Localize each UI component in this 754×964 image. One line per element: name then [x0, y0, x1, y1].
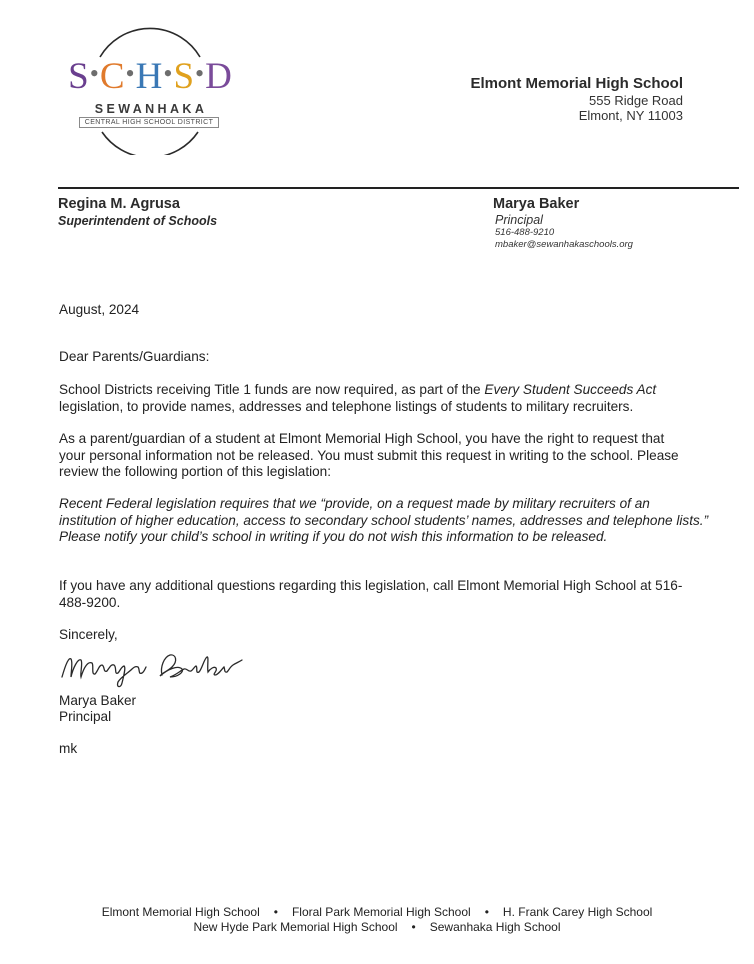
- footer-school-carey: H. Frank Carey High School: [502, 905, 653, 919]
- school-street: 555 Ridge Road: [589, 93, 683, 108]
- act-name: Every Student Succeeds Act: [484, 382, 657, 397]
- paragraph-rights: As a parent/guardian of a student at Elmont Memorial High School, you have the right to request that your personal information not be released. You must submit this request in writing to the school. Please review the following portion of this legislation:: [59, 431, 679, 480]
- paragraph-legislation-quote: Recent Federal legislation requires that we “provide, on a request made by military recruiters of an institution of higher education, access to secondary school students’ names, addresses and telephone lists.” Please notify your child’s school in writing if you do not wish this information to be released.: [59, 496, 709, 545]
- logo-dot: •: [163, 59, 173, 88]
- principal-block: [493, 196, 633, 251]
- signer-title: Principal: [59, 709, 112, 724]
- school-city: Elmont, NY 11003: [578, 108, 683, 123]
- logo-dot: •: [89, 59, 99, 88]
- header-divider: [58, 187, 739, 189]
- footer-school-floral-park: Floral Park Memorial High School: [291, 905, 471, 919]
- signer-name: Marya Baker: [59, 693, 137, 708]
- principal-phone: 516-488-9210: [495, 227, 555, 238]
- school-address-block: [470, 75, 683, 123]
- letter-closing: Sincerely,: [59, 627, 118, 642]
- footer-school-elmont: Elmont Memorial High School: [101, 905, 260, 919]
- principal-title: Principal: [495, 213, 543, 227]
- handwritten-signature: [58, 645, 248, 690]
- logo-letter-s2: S: [173, 56, 195, 97]
- paragraph-title1-start: School Districts receiving Title 1 funds are now required, as part of the: [59, 382, 485, 397]
- paragraph-title1: [59, 382, 689, 415]
- logo-letter-s1: S: [68, 56, 89, 97]
- letter-salutation: Dear Parents/Guardians:: [59, 349, 210, 364]
- paragraph-title1-end: legislation, to provide names, addresses and telephone listings of students to military recruiters.: [59, 398, 634, 414]
- logo-district-name: SEWANHAKA: [94, 102, 208, 116]
- footer-line-1: [0, 905, 754, 920]
- logo-letter-d: D: [205, 56, 232, 97]
- logo-dot: •: [125, 59, 135, 88]
- footer-line-2: [0, 920, 754, 935]
- principal-email[interactable]: mbaker@sewanhakaschools.org: [495, 239, 633, 250]
- logo-letter-h: H: [135, 56, 163, 97]
- logo-letter-c: C: [99, 56, 125, 97]
- logo-dot: •: [195, 59, 205, 88]
- superintendent-title: Superintendent of Schools: [58, 214, 218, 228]
- principal-name: Marya Baker: [493, 196, 580, 212]
- typist-initials: mk: [59, 741, 78, 756]
- letter-date: August, 2024: [59, 302, 140, 317]
- school-name: Elmont Memorial High School: [470, 75, 683, 92]
- paragraph-questions: If you have any additional questions regarding this legislation, call Elmont Memorial High School at 516-488-9200.: [59, 578, 683, 610]
- footer-separator: •: [273, 905, 278, 919]
- superintendent-name: Regina M. Agrusa: [58, 196, 180, 212]
- footer-school-new-hyde-park: New Hyde Park Memorial High School: [193, 920, 398, 934]
- footer-separator: •: [411, 920, 416, 934]
- footer-separator: •: [484, 905, 489, 919]
- district-logo: [55, 27, 245, 155]
- footer-school-sewanhaka: Sewanhaka High School: [429, 920, 561, 934]
- logo-letters: [58, 58, 242, 95]
- logo-district-subtitle: CENTRAL HIGH SCHOOL DISTRICT: [79, 117, 219, 128]
- superintendent-block: [58, 196, 217, 229]
